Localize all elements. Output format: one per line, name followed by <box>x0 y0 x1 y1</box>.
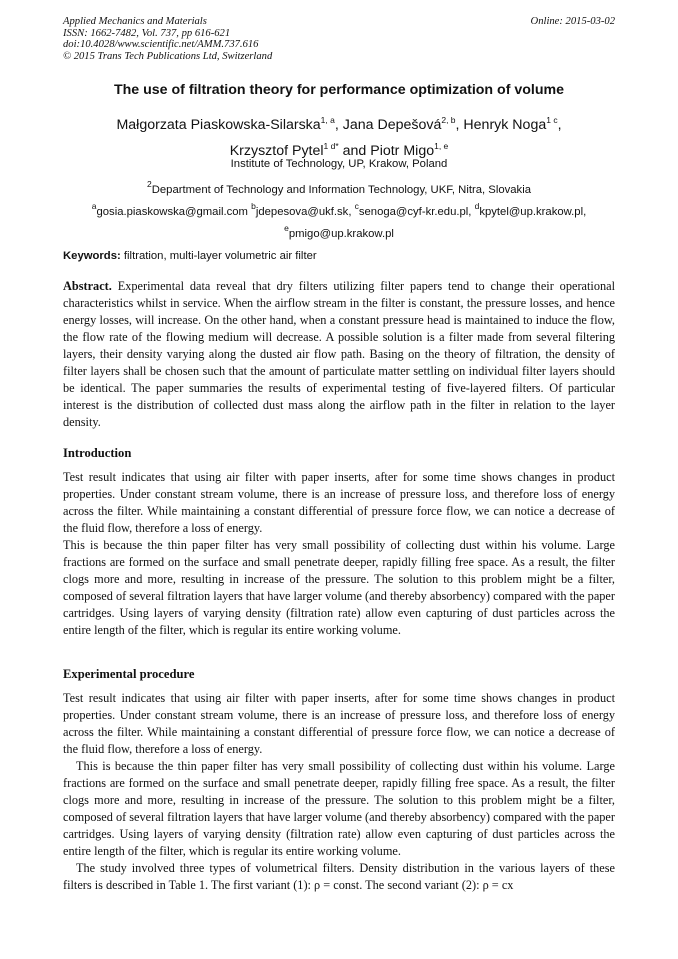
author-name: Małgorzata Piaskowska-Silarska <box>116 117 321 133</box>
affiliation-1: Institute of Technology, UP, Krakow, Poland <box>230 158 448 170</box>
paragraph: Test result indicates that using air filter with paper inserts, after for some time shows changes in product properties. Under constant stream volume, there is an increase of pressure loss, and therefore loss of energy across the filter. While maintaining a constant differential of pressure force flow, we can notice a decrease of the fluid flow, therefore a loss of energy. <box>63 691 615 756</box>
experimental-body <box>63 690 615 894</box>
email-link[interactable]: gosia.piaskowska@gmail.com <box>96 206 248 218</box>
journal-copyright: © 2015 Trans Tech Publications Ltd, Switzerland <box>63 50 273 62</box>
email-list <box>55 198 623 242</box>
email-link[interactable]: pmigo@up.krakow.pl <box>288 228 394 240</box>
journal-doi: doi:10.4028/www.scientific.net/AMM.737.616 <box>63 39 259 51</box>
email-link[interactable]: kpytel@up.krakow.pl, <box>479 206 587 218</box>
email-mark: c <box>354 201 359 211</box>
online-date: Online: 2015-03-02 <box>530 16 615 27</box>
paragraph: This is because the thin paper filter has very small possibility of collecting dust within his volume. Large fractions are formed on the surface and small penetrate deeper, rapidly filling free space. As a result, the filter clogs more and more, resulting in increase of the pressure. The solution to this problem might be a filter, composed of several filtration layers that have larger volume (and thereby absorbency) compared with the paper cartridges. Using layers of varying density (filtration rate) allow even capturing of dust particles across the entire length of the filter, which is regular its entire working volume. <box>63 759 615 858</box>
author-name: Krzysztof Pytel <box>229 143 324 159</box>
email-mark: d <box>474 201 480 211</box>
email-mark: e <box>284 223 289 233</box>
email-mark: b <box>251 201 256 211</box>
email-link[interactable]: jdepesova@ukf.sk, <box>255 206 352 218</box>
journal-header <box>63 16 615 62</box>
author-conjunction: and <box>342 143 367 159</box>
abstract-text: Experimental data reveal that dry filters utilizing filter papers tend to change their operational characteristics whilst in service. When the airflow stream in the filter is constant, the pressure losses, and hence energy losses, will increase. On the other hand, when a constant pressure head is maintained to induce the flow, the flow rate of the flowing medium will decrease. A possible solution is a filter made from several filtering layers, their density varying along the dusted air flow path. Basing on the theory of filtration, the density of filter layers shall be chosen such that the amount of particulate matter settling on individual filter layers should be identical. The paper summaries the results of experimental testing of five-layered filters. Of particular interest is the distribution of collected dust mass along the airflow path in the filter in relation to the layer density. <box>63 279 615 429</box>
author-list: Małgorzata Piaskowska-Silarska$^{1, a}$, Jana Depešová$^{2, b}$, Henryk Noga$^{1 c}$, Krzysztof Pytel$^{1 d*}$ and Piotr Migo$^{1, e}$ <box>116 115 562 159</box>
paragraph: The study involved three types of volumetrical filters. Density distribution in the various layers of these filters is described in Table 1. The first variant (1): ρ = const. The second variant (2): ρ = cx <box>63 861 615 892</box>
author-affiliation-mark: 1, a <box>320 115 335 125</box>
keywords <box>63 250 615 262</box>
section-heading-experimental: Experimental procedure <box>63 667 195 681</box>
introduction-body <box>63 469 615 639</box>
keywords-label: Keywords: <box>63 250 121 262</box>
abstract-label: Abstract. <box>63 279 112 293</box>
keywords-text: filtration, multi-layer volumetric air filter <box>123 250 317 262</box>
section-heading-introduction: Introduction <box>63 446 132 460</box>
affiliation-2 <box>30 179 648 196</box>
author-affiliation-mark: 1 d* <box>323 141 339 151</box>
email-link[interactable]: senoga@cyf-kr.edu.pl, <box>358 206 472 218</box>
journal-issn: ISSN: 1662-7482, Vol. 737, pp 616-621 <box>63 27 231 39</box>
author-name: Henryk Noga <box>463 117 547 133</box>
journal-name: Applied Mechanics and Materials <box>63 16 207 27</box>
author-affiliation-mark: 2, b <box>441 115 456 125</box>
paragraph: Test result indicates that using air filter with paper inserts, after for some time shows changes in product properties. Under constant stream volume, there is an increase of pressure loss, and therefore loss of energy across the filter. While maintaining a constant differential of pressure force flow, we can notice a decrease of the fluid flow, therefore a loss of energy. <box>63 470 615 535</box>
author-name: Piotr Migo <box>370 143 435 159</box>
paragraph: This is because the thin paper filter has very small possibility of collecting dust within his volume. Large fractions are formed on the surface and small penetrate deeper, rapidly filling free space. As a result, the filter clogs more and more, resulting in increase of the pressure. The solution to this problem might be a filter, composed of several filtration layers that have larger volume (and thereby absorbency) compared with the paper cartridges. Using layers of varying density (filtration rate) allow even capturing of dust particles across the entire length of the filter, which is regular its entire working volume. <box>63 538 615 637</box>
paper-title: The use of filtration theory for performance optimization of volume <box>113 82 565 98</box>
email-mark: a <box>91 201 97 211</box>
affiliation-mark: 2 <box>146 179 152 189</box>
affiliation-2-text: Department of Technology and Information Technology, UKF, Nitra, Slovakia <box>151 184 531 196</box>
author-name: Jana Depešová <box>342 117 442 133</box>
author-affiliation-mark: 1 c <box>546 115 558 125</box>
author-affiliation-mark: 1, e <box>434 141 449 151</box>
abstract <box>63 278 615 431</box>
